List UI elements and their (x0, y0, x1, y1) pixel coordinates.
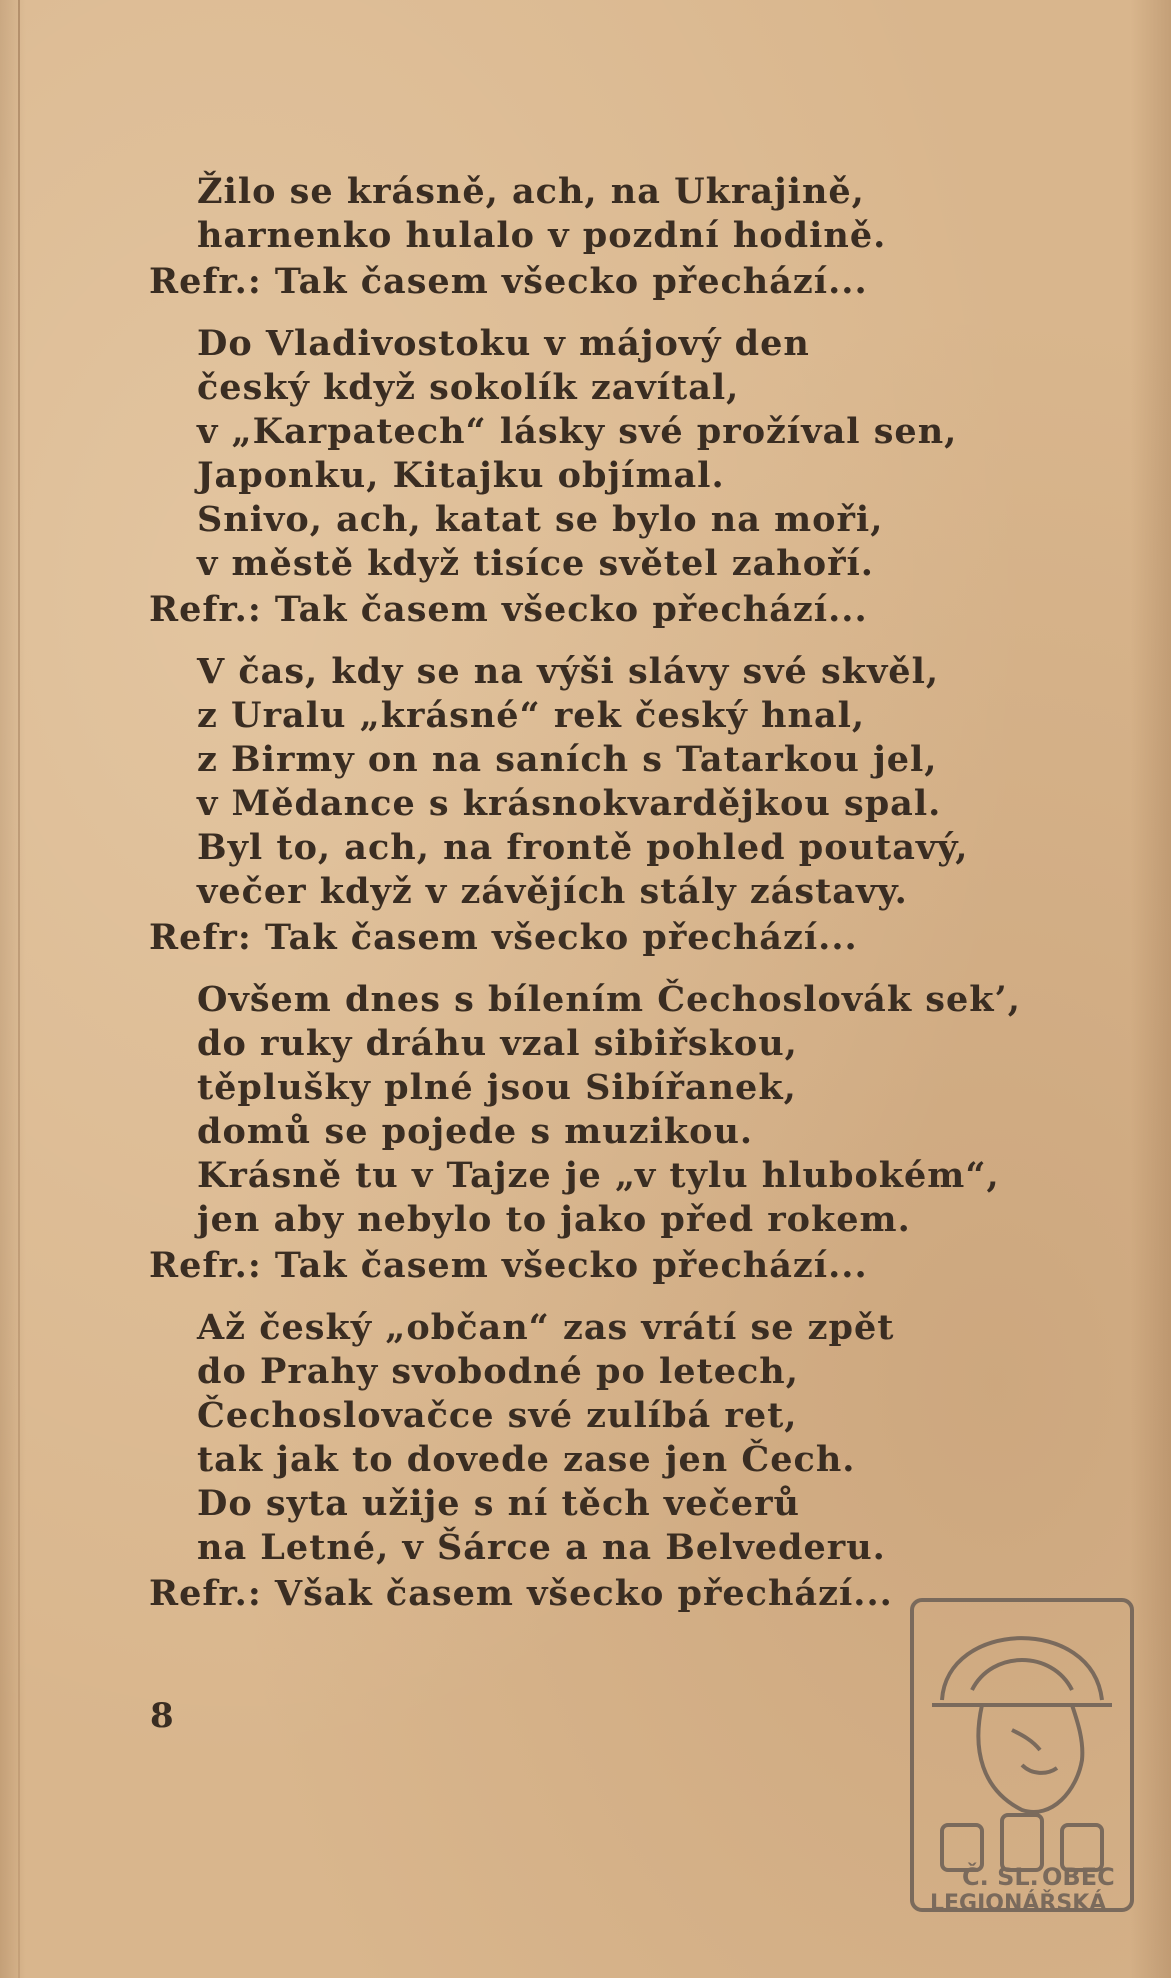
poem-line: český když sokolík zavítal, (197, 367, 740, 408)
poem-line: jen aby nebylo to jako před rokem. (197, 1199, 911, 1240)
poem-line: tak jak to dovede zase jen Čech. (197, 1439, 856, 1480)
poem-line: V čas, kdy se na výši slávy své skvěl, (197, 651, 940, 692)
poem-line: Ovšem dnes s bílením Čechoslovák sek’, (197, 979, 1021, 1020)
poem-line: harnenko hulalo v pozdní hodině. (197, 215, 887, 256)
poem-line: Byl to, ach, na frontě pohled poutavý, (197, 827, 969, 868)
poem-line: Krásně tu v Tajze je „v tylu hlubokém“, (197, 1155, 1000, 1196)
page-number: 8 (150, 1696, 174, 1736)
poem-line: těplušky plné jsou Sibířanek, (197, 1067, 797, 1108)
stamp-text-line3: LEGIONÁŘSKÁ (930, 1891, 1107, 1916)
poem-line: večer když v závějích stály zástavy. (197, 871, 908, 912)
paper-fold-line (18, 0, 20, 1978)
stanza-3 (145, 650, 1045, 960)
refrain-line: Refr: Tak časem všecko přechází... (149, 917, 858, 958)
refrain-line: Refr.: Tak časem všecko přechází... (149, 589, 868, 630)
poem-line: v Mědance s krásnokvardějkou spal. (197, 783, 942, 824)
poem-line: v „Karpatech“ lásky své prožíval sen, (197, 411, 958, 452)
poem-line: Čechoslovačce své zulíbá ret, (197, 1395, 798, 1436)
poem-line: na Letné, v Šárce a na Belvederu. (197, 1527, 886, 1568)
stamp-text-line1: Č. SL. (962, 1863, 1039, 1891)
refrain-line: Refr.: Tak časem všecko přechází... (149, 261, 868, 302)
poem-line: do Prahy svobodné po letech, (197, 1351, 799, 1392)
poem-line: Snivo, ach, katat se bylo na moři, (197, 499, 884, 540)
stanza-1 (145, 170, 1045, 304)
poem-line: Žilo se krásně, ach, na Ukrajině, (197, 171, 865, 212)
poem-line: Japonku, Kitajku objímal. (197, 455, 725, 496)
poem-line: Do syta užije s ní těch večerů (197, 1483, 800, 1524)
stanza-2 (145, 322, 1045, 632)
poem-line: do ruky dráhu vzal sibiřskou, (197, 1023, 798, 1064)
poem-line: z Uralu „krásné“ rek český hnal, (197, 695, 866, 736)
refrain-line: Refr.: Tak časem všecko přechází... (149, 1245, 868, 1286)
poem-line: Do Vladivostoku v májový den (197, 323, 810, 364)
stanza-4 (145, 978, 1045, 1288)
stamp-text-line2: OBEC (1042, 1863, 1115, 1891)
poem-line: domů se pojede s muzikou. (197, 1111, 754, 1152)
legion-stamp-logo (902, 1580, 1142, 1920)
stanza-5 (145, 1306, 1045, 1616)
poem-line: Až český „občan“ zas vrátí se zpět (197, 1307, 895, 1348)
poem-line: v městě když tisíce světel zahoří. (197, 543, 874, 584)
poem-text (145, 170, 1045, 1634)
poem-line: z Birmy on na saních s Tatarkou jel, (197, 739, 938, 780)
refrain-line: Refr.: Však časem všecko přechází... (149, 1573, 893, 1614)
